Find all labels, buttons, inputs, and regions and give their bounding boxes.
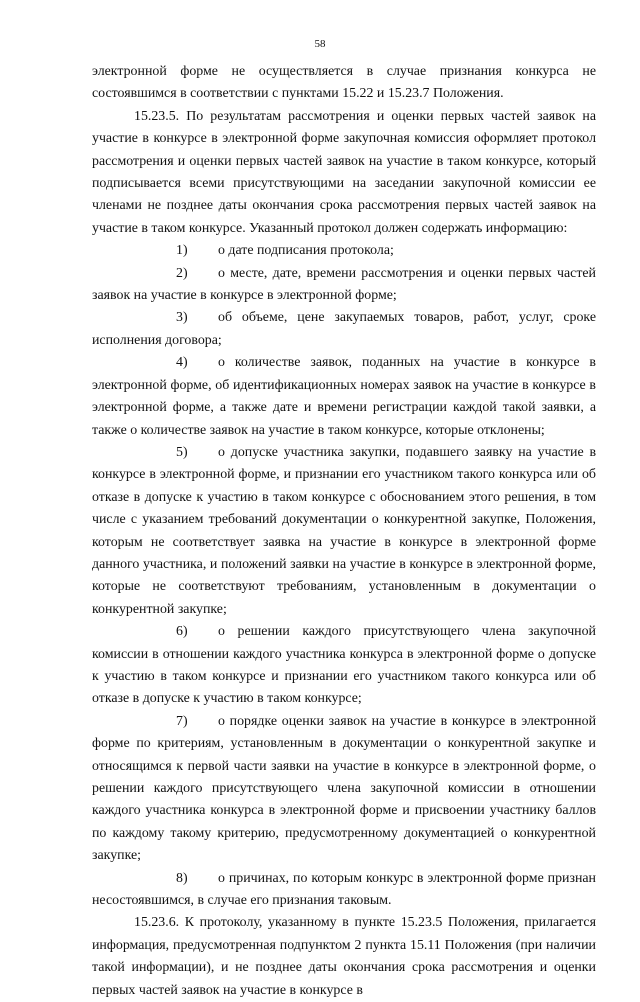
list-item-number: 2)	[176, 265, 188, 281]
paragraph-15-23-5: 15.23.5. По результатам рассмотрения и оценки первых частей заявок на участие в конкурсе в электронной форме закупочная комиссия оформляет протокол рассмотрения и оценки первых частей заявок на участие в таком конкурсе, который подписывается всеми присутствующими на заседании закупочной комиссии ее членами не позднее даты окончания срока рассмотрения первых частей заявок на участие в таком конкурсе. Указанный протокол должен содержать информацию:	[92, 108, 596, 236]
list-item-text: о дате подписания протокола;	[218, 243, 394, 259]
list-item	[92, 621, 596, 711]
list-item-number: 4)	[176, 355, 188, 371]
list-item-number: 7)	[176, 713, 188, 729]
page-number: 58	[314, 38, 326, 50]
list-item	[92, 307, 596, 352]
list-item-number: 3)	[176, 310, 188, 326]
list-item	[92, 263, 596, 308]
list-item	[92, 240, 596, 262]
list-item	[92, 352, 596, 442]
list-item-number: 1)	[176, 243, 188, 259]
list-item-number: 5)	[176, 444, 188, 460]
paragraph-continuation: электронной форме не осуществляется в случае признания конкурса не состоявшимся в соответствии с пунктами 15.22 и 15.23.7 Положения.	[92, 64, 596, 102]
list-item-text: о причинах, по которым конкурс в электронной форме признан несостоявшимся, в случае его признания таковым.	[92, 870, 596, 909]
document-body	[92, 61, 596, 1002]
list-item-text: о решении каждого присутствующего члена закупочной комиссии в отношении каждого участника конкурса в электронной форме о допуске к участию в таком конкурсе и признании его участником такого конкурса или об отказе в допуске к участию в таком конкурсе;	[92, 624, 596, 707]
list-item	[92, 442, 596, 621]
list-item	[92, 868, 596, 913]
list-item	[92, 711, 596, 868]
list-item-number: 8)	[176, 870, 188, 886]
list-item-number: 6)	[176, 624, 188, 640]
list-item-text: о количестве заявок, поданных на участие в конкурсе в электронной форме, об идентификационных номерах заявок на участие в конкурсе в электронной форме, а также дате и времени регистрации каждой такой заявки, а также о количестве заявок на участие в таком конкурсе, которые отклонены;	[92, 355, 596, 438]
list-item-text: об объеме, цене закупаемых товаров, работ, услуг, сроке исполнения договора;	[92, 310, 596, 348]
list-item-text: о допуске участника закупки, подавшего заявку на участие в конкурсе в электронной форме, и признании его участником такого конкурса или об отказе в допуске к участию в таком конкурсе с обоснованием этого решения, в том числе с указанием требований документации о конкурентной закупке, Положения, которым не соответствует заявка на участие в конкурсе в электронной форме данного участника, и положений заявки на участие в конкурсе в электронной форме, которые не соответствуют требованиям, установленным в документации о конкурентной закупке;	[92, 444, 596, 617]
list-item-text: о порядке оценки заявок на участие в конкурсе в электронной форме по критериям, установленным в документации о конкурентной закупке и относящимся к первой части заявки на участие в конкурсе в электронной форме, о решении каждого присутствующего члена закупочной комиссии в отношении каждого участника конкурса в электронной форме и присвоении участнику баллов по каждому такому критерию, предусмотренному документацией о конкурентной закупке;	[92, 713, 596, 864]
paragraph-15-23-6: 15.23.6. К протоколу, указанному в пункте 15.23.5 Положения, прилагается информация, предусмотренная подпунктом 2 пункта 15.11 Положения (при наличии такой информации), и не позднее даты окончания срока рассмотрения и оценки первых частей заявок на участие в конкурсе в	[92, 915, 596, 998]
list-item-text: о месте, дате, времени рассмотрения и оценки первых частей заявок на участие в конкурсе в электронной форме;	[92, 265, 596, 304]
